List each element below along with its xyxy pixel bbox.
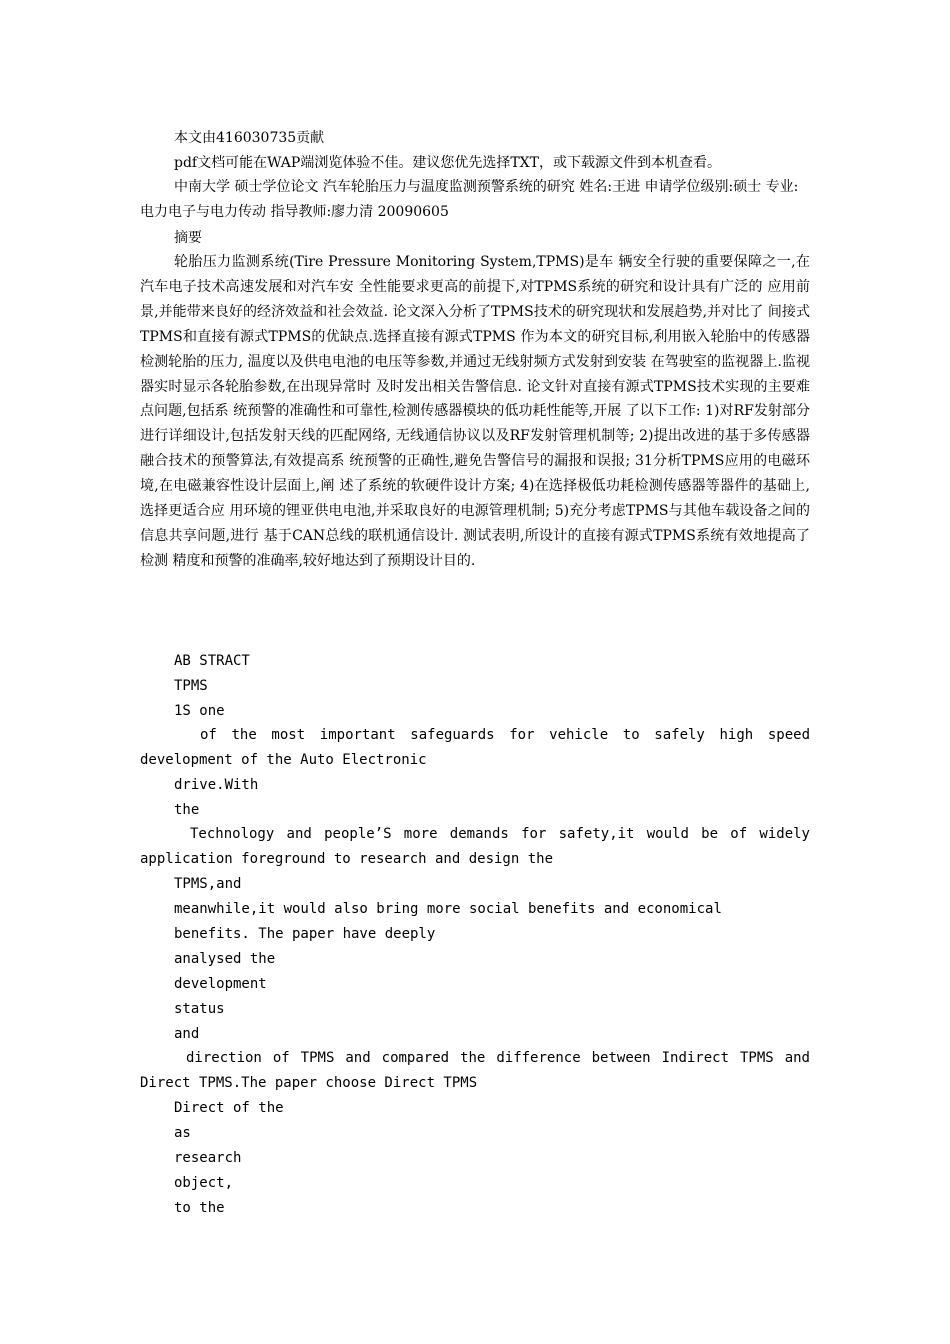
english-paragraph-3: direction of TPMS and compared the difference between Indirect TPMS and Direct TPMS.The paper choose Direct TPMS (140, 1050, 810, 1091)
english-line-analysed: analysed the (174, 951, 276, 967)
english-line-direct-of-the: Direct of the (174, 1100, 284, 1116)
abstract-body: 轮胎压力监测系统(Tire Pressure Monitoring System,TPMS)是车 辆安全行驶的重要保障之一,在汽车电子技术高速发展和对汽车安 全性能要求更高的前提下,对TPMS系统的研究和设计具有广泛的 应用前景,并能带来良好的经济效益和社会效益. 论文深入分析了TPMS技术的研究现状和发展趋势,并对比了 间接式TPMS和直接有源式TPMS的优缺点.选择直接有源式TPMS 作为本文的研究目标,利用嵌入轮胎中的传感器检测轮胎的压力, 温度以及供电电池的电压等参数,并通过无线射频方式发射到安装 在驾驶室的监视器上.监视器实时显示各轮胎参数,在出现异常时 及时发出相关告警信息. 论文针对直接有源式TPMS技术实现的主要难点问题,包括系 统预警的准确性和可靠性,检测传感器模块的低功耗性能等,开展 了以下工作: 1)对RF发射部分进行详细设计,包括发射天线的匹配网络, 无线通信协议以及RF发射管理机制等; 2)提出改进的基于多传感器融合技术的预警算法,有效提高系 统预警的正确性,避免告警信号的漏报和误报; 31分析TPMS应用的电磁环境,在电磁兼容性设计层面上,阐 述了系统的软硬件设计方案; 4)在选择极低功耗检测传感器等器件的基础上,选择更适合应 用环境的锂亚供电电池,并采取良好的电源管理机制; 5)充分考虑TPMS与其他车载设备之间的信息共享问题,进行 基于CAN总线的联机通信设计. 测试表明,所设计的直接有源式TPMS系统有效地提高了检测 精度和预警的准确率,较好地达到了预期设计目的. (140, 254, 810, 569)
english-line-to-the: to the (174, 1200, 225, 1216)
english-line-status: status (174, 1001, 225, 1017)
thesis-info-paragraph: 中南大学 硕士学位论文 汽车轮胎压力与温度监测预警系统的研究 姓名:王进 申请学位级别:硕士 专业:电力电子与电力传动 指导教师:廖力清 20090605 (140, 179, 799, 220)
contributor-line: 本文由416030735贡献 (174, 130, 325, 146)
english-line-the: the (174, 802, 200, 818)
english-line-drive: drive.With (174, 777, 259, 793)
english-line-and: and (174, 1026, 200, 1042)
english-line-tpms-and: TPMS,and (174, 876, 242, 892)
english-line-as: as (174, 1125, 191, 1141)
english-abstract-heading: AB STRACT (174, 653, 250, 669)
english-line-benefits: benefits. The paper have deeply (174, 926, 436, 942)
english-line-tpms: TPMS (174, 678, 208, 694)
english-paragraph-2: Technology and people’S more demands for safety,it would be of widely application foreground to research and design the (140, 826, 810, 867)
english-paragraph-1: of the most important safeguards for vehicle to safely high speed development of the Auto Electronic (140, 727, 810, 768)
abstract-heading: 摘要 (174, 230, 202, 246)
english-line-development: development (174, 976, 267, 992)
wap-notice: pdf文档可能在WAP端浏览体验不佳。建议您优先选择TXT，或下载源文件到本机查看。 (174, 155, 721, 171)
english-line-research: research (174, 1150, 242, 1166)
english-line-object: object, (174, 1175, 234, 1191)
english-line-meanwhile: meanwhile,it would also bring more social benefits and economical (174, 901, 722, 917)
english-line-is-one: 1S one (174, 703, 225, 719)
